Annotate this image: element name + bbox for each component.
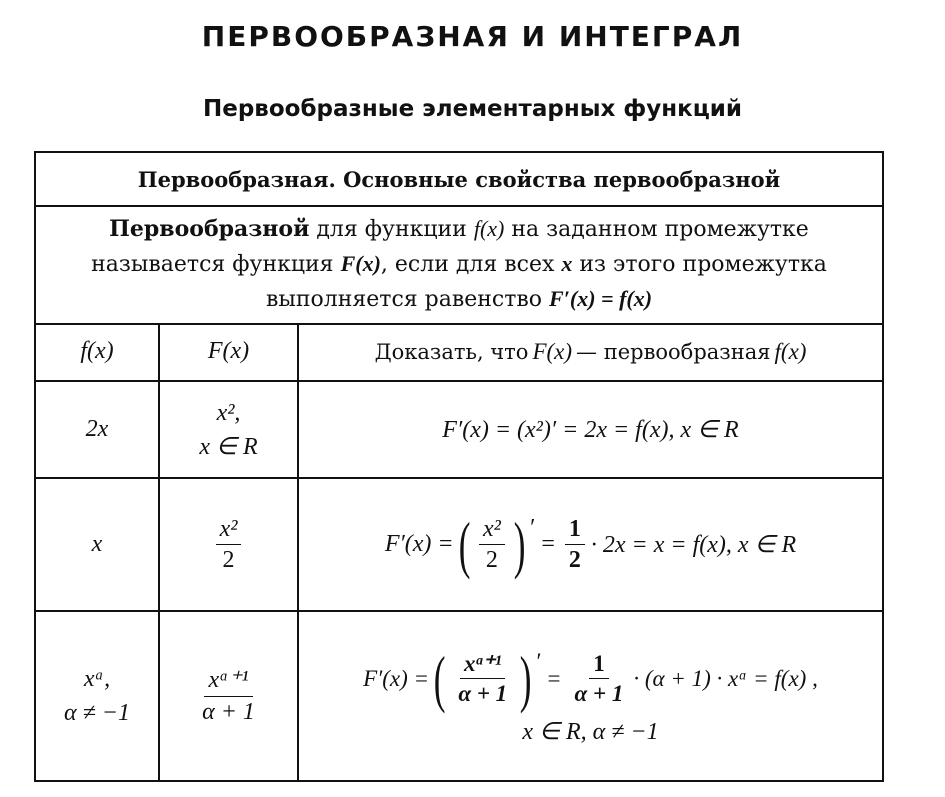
definition-text-4: из этого промежутка выполняется равенство [265,251,827,312]
definition-text [49,212,869,317]
definition-Fx: F(x) [340,250,381,276]
table-row [36,382,882,479]
col-header-proof-prefix: Доказать, что [374,339,529,364]
row3-proof-lhs: F′(x) = [363,665,430,691]
row3-f-line2: α ≠ −1 [64,700,130,726]
left-paren-glyph: ( [458,508,471,580]
row1-F-line1: x², [216,399,241,426]
row2-F-num: x² [216,516,242,545]
row3-proof-prime: ′ [536,648,542,674]
definition-text-1: для функции [309,216,474,242]
row3-proof-line2: x ∈ R, α ≠ −1 [522,718,659,745]
row2-F-fraction [216,516,242,574]
row2-proof-prime: ′ [530,514,536,541]
row3-proof-paren-group [429,642,542,714]
row2-proof-half [565,516,585,574]
definition-cell [36,205,882,325]
col-header-F: F(x) [160,323,299,380]
right-paren-glyph: ) [519,642,532,714]
page-title: ПЕРВООБРАЗНАЯ И ИНТЕГРАЛ [201,20,744,53]
col-header-proof-f: f(x) [774,338,807,364]
column-header-row [36,323,882,382]
table-row [36,479,882,612]
function-grid [36,323,882,780]
row2-proof-lhs: F′(x) = [384,531,454,557]
col-header-f: f(x) [36,323,160,380]
row2-proof-frac-num: x² [479,516,505,545]
row1-F-line2: x ∈ R [199,433,258,460]
row2-proof-fraction [479,516,505,574]
row3-proof-coef-den: α + 1 [574,681,624,706]
row2-F [160,479,299,610]
row1-f: 2x [36,382,160,477]
row2-proof [299,479,882,610]
antiderivative-table [34,151,884,782]
left-paren-glyph: ( [433,642,446,714]
row3-proof-eq: = [547,665,561,691]
row2-proof-half-den: 2 [568,547,581,573]
col-header-proof [299,323,882,380]
row3-F-fraction [198,667,259,725]
row3-f-line1: xᵃ, [83,666,111,692]
row2-proof-half-num: 1 [565,516,585,545]
row2-F-den: 2 [222,547,235,573]
row2-proof-paren-group [454,508,536,580]
definition-fx: f(x) [473,215,505,241]
row3-F-den: α + 1 [202,698,255,725]
row3-F-num: xᵅ⁺¹ [204,667,252,696]
row2-proof-eq: = [541,531,555,557]
table-header: Первообразная. Основные свойства первообразной [36,153,882,207]
row1-F [160,382,299,477]
row3-proof-coef-num: 1 [589,651,609,679]
row2-proof-rest: · 2x = x = f(x), x ∈ R [590,532,797,558]
table-row [36,612,882,780]
row3-proof-rest: · (α + 1) · xᵅ = f(x) , [633,665,818,691]
definition-term: Первообразной [109,215,310,242]
row3-proof-coef [571,651,628,707]
row3-proof [299,612,882,780]
definition-text-3: , если для всех [380,251,562,277]
row3-proof-fraction [454,651,511,707]
row3-f [36,612,160,780]
row2-proof-frac-den: 2 [485,547,498,573]
definition-equation: F′(x) = f(x) [549,285,653,311]
definition-x: x [561,250,573,276]
section-subtitle: Первообразные элементарных функций [203,96,742,122]
definition-text-2: на заданном промежутке называется функция [91,216,809,277]
col-header-proof-F: F(x) [532,338,573,364]
row3-F [160,612,299,780]
row3-proof-frac-num: xᵅ⁺¹ [460,651,505,679]
col-header-proof-mid: — первообразная [576,339,771,364]
row1-proof: F′(x) = (x²)′ = 2x = f(x), x ∈ R [442,417,739,443]
row3-proof-frac-den: α + 1 [458,681,508,706]
right-paren-glyph: ) [513,508,526,580]
row2-f: x [36,479,160,610]
